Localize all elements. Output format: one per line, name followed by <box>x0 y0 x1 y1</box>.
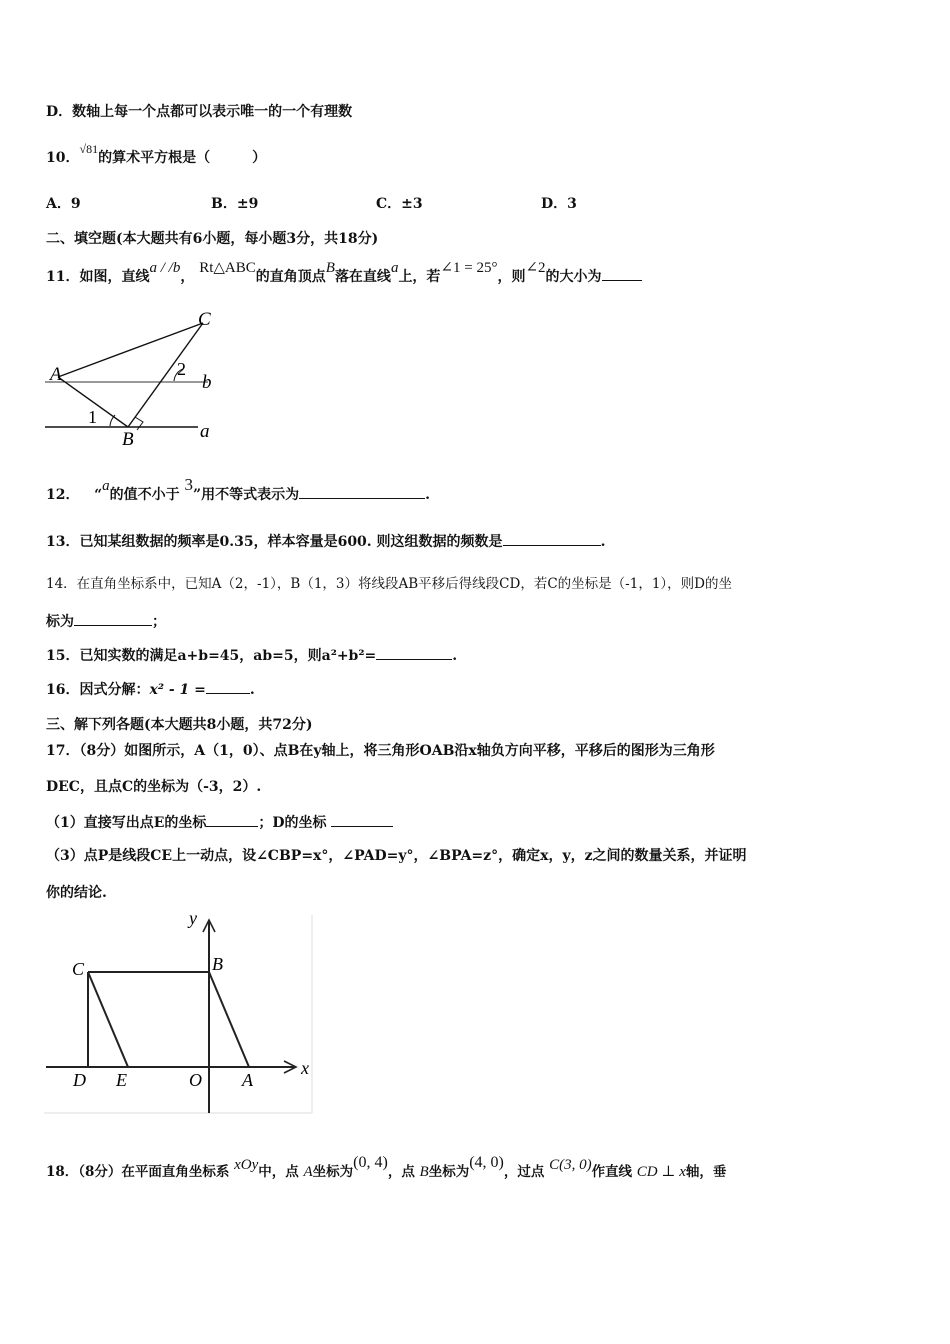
label-A: A <box>50 364 62 385</box>
label-O: O <box>189 1070 202 1090</box>
q12-stem: 12． “a的值不小于 3”用不等式表示为 . <box>46 475 430 503</box>
label-D: D <box>73 1070 86 1090</box>
label-A: A <box>242 1070 253 1090</box>
q17-d-blank[interactable] <box>331 812 393 827</box>
segment-ce <box>88 972 128 1067</box>
q17-line-2: DEC，且点C的坐标为（-3，2）. <box>46 779 262 795</box>
label-B: B <box>122 429 134 445</box>
label-C: C <box>72 959 85 979</box>
q17-figure <box>44 910 316 1115</box>
q16-stem: 16．因式分解：x² - 1 = . <box>46 679 255 700</box>
segment-ba <box>209 972 249 1067</box>
q14-line-2: 标为 ； <box>46 611 166 632</box>
q11-stem: 11．如图，直线a / /b， Rt△ABC的直角顶点B落在直线a上，若∠1 = 25°，则∠2的大小为 <box>46 266 642 287</box>
label-B: B <box>212 954 223 974</box>
q10-option-d[interactable]: D．3 <box>541 196 577 212</box>
q14-answer-blank[interactable] <box>74 611 152 626</box>
q15-stem: 15．已知实数的满足a+b=45，ab=5，则a²+b²= . <box>46 645 457 666</box>
label-b: b <box>202 372 212 393</box>
q11-answer-blank[interactable] <box>602 266 642 281</box>
label-2: 2 <box>177 359 186 379</box>
q17-part-3-cont: 你的结论. <box>46 885 107 901</box>
q10-option-b[interactable]: B．±9 <box>211 196 259 212</box>
q15-answer-blank[interactable] <box>376 645 452 660</box>
q10-option-a[interactable]: A．9 <box>46 196 81 212</box>
q17-part-3: （3）点P是线段CE上一动点，设∠CBP=x°，∠PAD=y°，∠BPA=z°，确定x，y，z之间的数量关系，并证明 <box>46 848 747 864</box>
q17-e-blank[interactable] <box>206 812 258 827</box>
q16-answer-blank[interactable] <box>206 679 250 694</box>
section-3-title: 三、解下列各题(本大题共8小题，共72分) <box>46 717 313 733</box>
q17-line-1: 17．（8分）如图所示，A（1，0）、点B在y轴上，将三角形OAB沿x轴负方向平移，平移后的图形为三角形 <box>46 743 715 759</box>
segment-bc <box>128 323 203 427</box>
label-1: 1 <box>88 407 97 427</box>
section-2-title: 二、填空题(本大题共有6小题，每小题3分，共18分) <box>46 231 379 247</box>
label-C: C <box>198 309 211 330</box>
q11-figure <box>40 305 230 445</box>
q14-line-1: 14．在直角坐标系中，已知A（2，-1），B（1，3）将线段AB平移后得线段CD，若C的坐标是（-1，1），则D的坐 <box>46 576 732 592</box>
q10-options <box>46 194 577 214</box>
q13-answer-blank[interactable] <box>503 531 601 546</box>
label-y: y <box>189 910 197 928</box>
q10-option-c[interactable]: C．±3 <box>376 196 423 212</box>
right-angle-mark <box>135 417 143 430</box>
q17-part-1: （1）直接写出点E的坐标 ；D的坐标 <box>46 812 393 833</box>
q9-option-d: D．数轴上每一个点都可以表示唯一的一个有理数 <box>46 104 353 120</box>
label-E: E <box>116 1070 127 1090</box>
q18-stem: 18．（8分）在平面直角坐标系 xOy中，点 A坐标为(0, 4)，点 B坐标为(4, 0)，过点 C(3, 0)作直线 CD ⊥ x轴，垂 <box>46 1154 727 1180</box>
q10-stem: 10．√81的算术平方根是（ ） <box>46 142 267 166</box>
label-a: a <box>200 421 210 442</box>
sqrt-81: √81 <box>79 142 99 156</box>
label-x: x <box>301 1058 309 1078</box>
q12-answer-blank[interactable] <box>299 484 425 499</box>
q13-stem: 13．已知某组数据的频率是0.35，样本容量是600. 则这组数据的频数是 . <box>46 531 605 552</box>
